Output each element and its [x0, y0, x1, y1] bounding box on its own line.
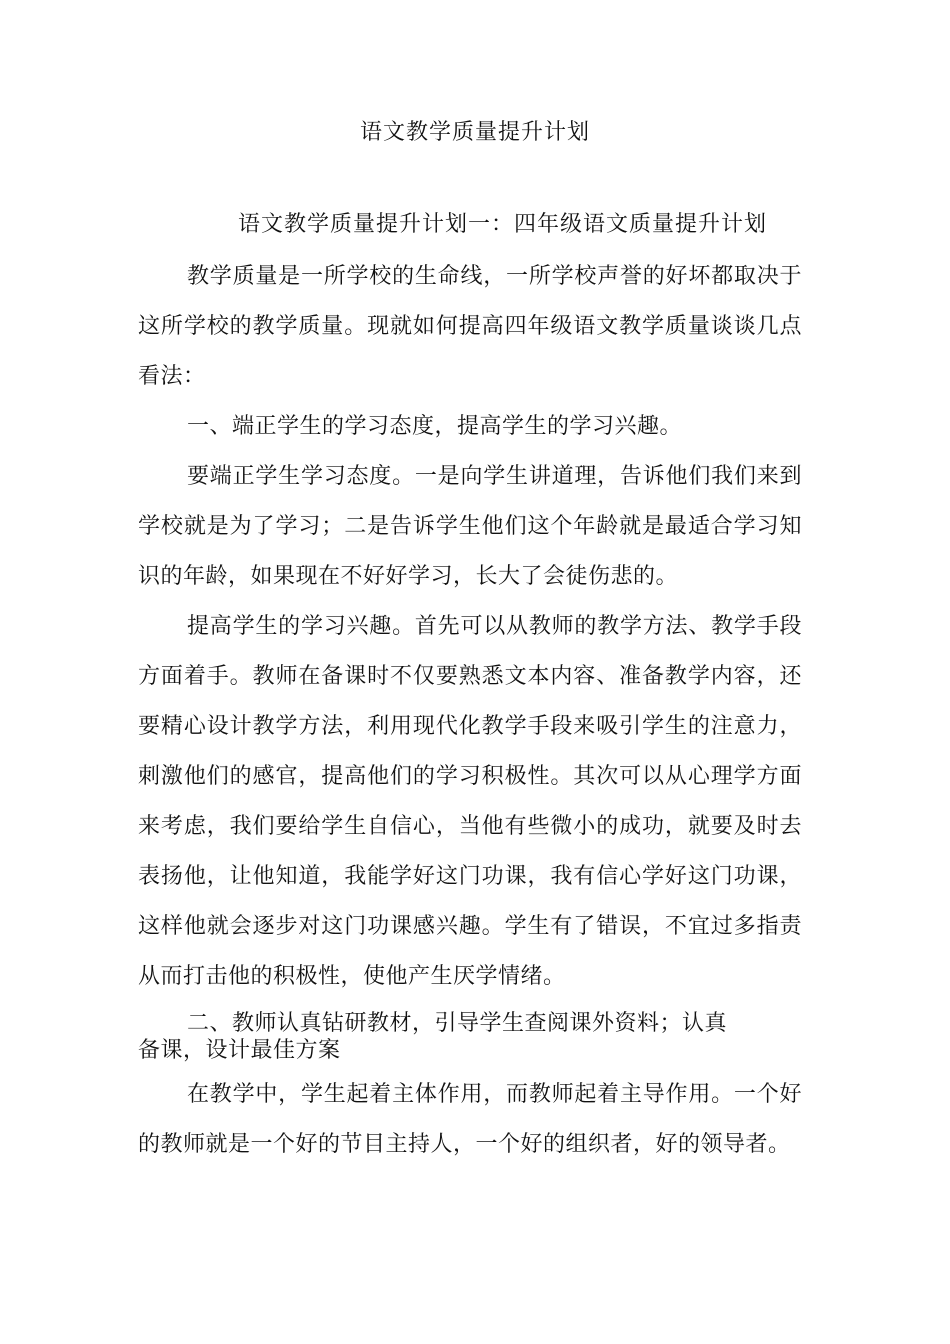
paragraph-attitude: 要端正学生学习态度。一是向学生讲道理，告诉他们我们来到学校就是为了学习；二是告诉学生他们这个年龄就是最适合学习知识的年龄，如果现在不好好学习，长大了会徒伤悲的。 [138, 464, 802, 589]
paragraph-intro: 教学质量是一所学校的生命线，一所学校声誉的好坏都取决于这所学校的教学质量。现就如何提高四年级语文教学质量谈谈几点看法： [138, 264, 802, 389]
section-heading-2: 二、教师认真钻研教材，引导学生查阅课外资料；认真备课，设计最佳方案 [138, 1011, 728, 1063]
paragraph-interest: 提高学生的学习兴趣。首先可以从教师的教学方法、教学手段方面着手。教师在备课时不仅要熟悉文本内容、准备教学内容，还要精心设计教学方法，利用现代化教学手段来吸引学生的注意力，刺激他们的感官，提高他们的学习积极性。其次可以从心理学方面来考虑，我们要给学生自信心，当他有些微小的成功，就要及时去表扬他，让他知道，我能学好这门功课，我有信心学好这门功课，这样他就会逐步对这门功课感兴趣。学生有了错误，不宜过多指责从而打击他的积极性，使他产生厌学情绪。 [138, 614, 802, 989]
paragraph-teaching-role: 在教学中，学生起着主体作用，而教师起着主导作用。一个好的教师就是一个好的节目主持人，一个好的组织者，好的领导者。 [138, 1082, 802, 1157]
document-title: 语文教学质量提升计划 [359, 120, 590, 145]
section-heading-1: 一、端正学生的学习态度，提高学生的学习兴趣。 [187, 414, 683, 439]
document-subtitle: 语文教学质量提升计划一：四年级语文质量提升计划 [238, 212, 768, 237]
